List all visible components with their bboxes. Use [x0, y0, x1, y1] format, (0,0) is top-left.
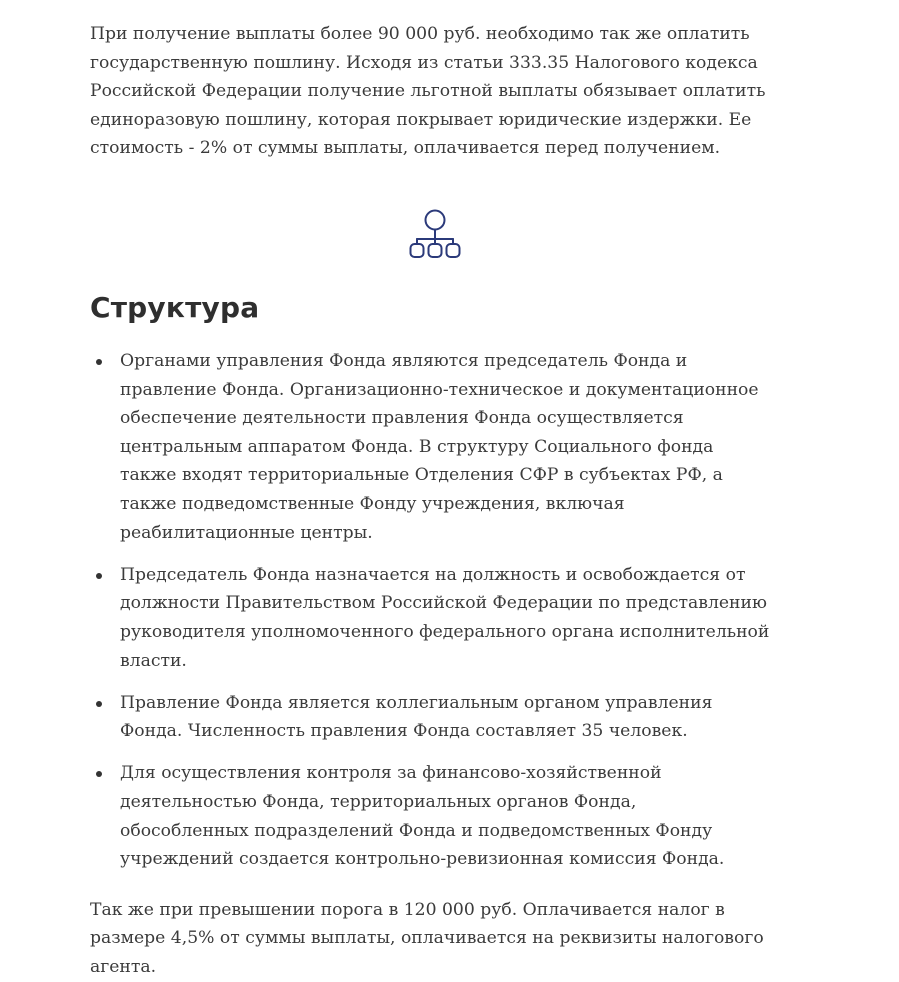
list-item-text: Председатель Фонда назначается на должность и освобождается от должности Правительством Российской Федерации по представлению руководителя уполномоченного федерального органа исполнительной власти.: [120, 564, 770, 671]
structure-icon-container: [90, 209, 780, 261]
structure-bullet-list: [90, 347, 770, 874]
list-item: [90, 759, 770, 873]
section-heading: Структура: [90, 290, 260, 324]
org-structure-icon: [407, 209, 463, 261]
article-content: [90, 20, 770, 982]
bullet-icon: [96, 701, 102, 707]
list-item-text: Органами управления Фонда являются председатель Фонда и правление Фонда. Организационно-техническое и документационное обеспечение деятельности правления Фонда осуществляется центральным аппаратом Фонда. В структуру Социального фонда также входят территориальные Отделения СФР в субъектах РФ, а также подведомственные Фонду учреждения, включая реабилитационные центры.: [120, 350, 759, 543]
list-item: [90, 561, 770, 675]
bullet-icon: [96, 573, 102, 579]
list-item: [90, 689, 770, 746]
bullet-icon: [96, 359, 102, 365]
outro-paragraph: Так же при превышении порога в 120 000 руб. Оплачивается налог в размере 4,5% от суммы выплаты, оплачивается на реквизиты налогового агента.: [90, 899, 764, 978]
list-item-text: Для осуществления контроля за финансово-хозяйственной деятельностью Фонда, территориальных органов Фонда, обособленных подразделений Фонда и подведомственных Фонду учреждений создается контрольно-ревизионная комиссия Фонда.: [120, 763, 725, 870]
bullet-icon: [96, 771, 102, 777]
list-item: [90, 347, 770, 547]
list-item-text: Правление Фонда является коллегиальным органом управления Фонда. Численность правления Фонда составляет 35 человек.: [120, 692, 713, 742]
intro-paragraph: При получение выплаты более 90 000 руб. необходимо так же оплатить государственную пошлину. Исходя из статьи 333.35 Налогового кодекса Российской Федерации получение льготной выплаты обязывает оплатить единоразовую пошлину, которая покрывает юридические издержки. Ее стоимость - 2% от суммы выплаты, оплачивается перед получением.: [90, 24, 766, 159]
